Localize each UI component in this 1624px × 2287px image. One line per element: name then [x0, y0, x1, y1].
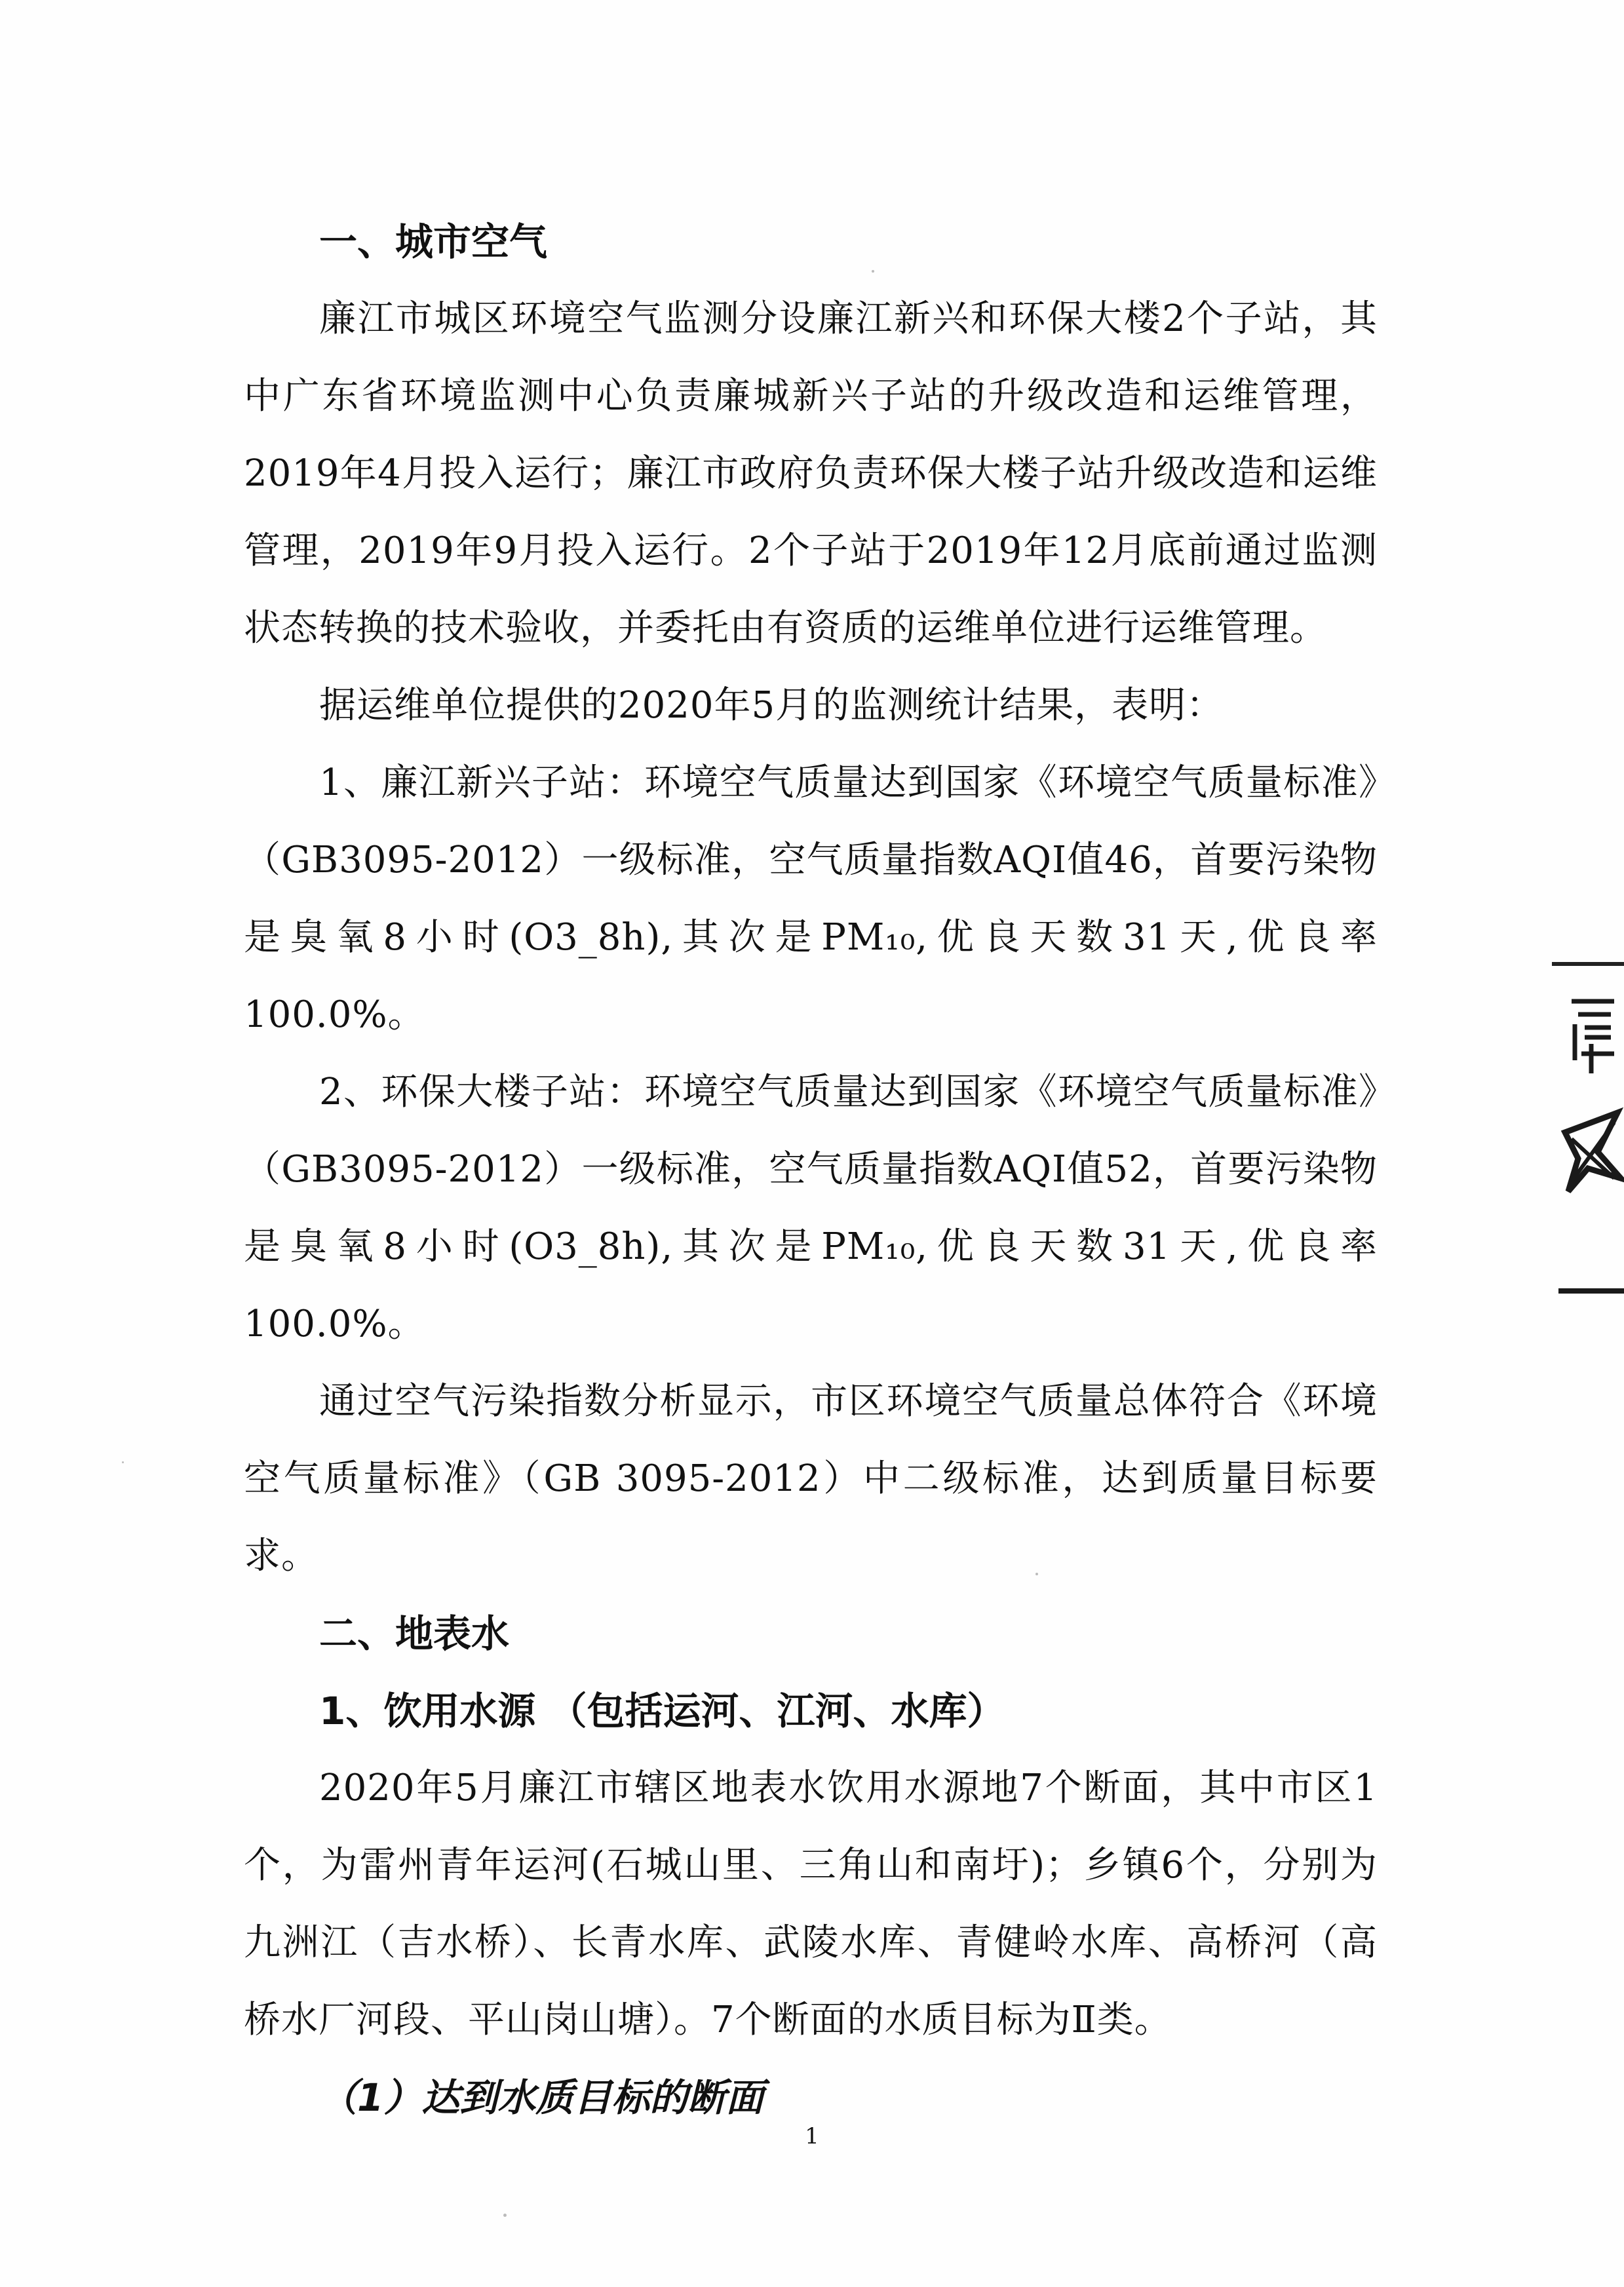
scan-speck: [503, 2214, 507, 2217]
subheading-drinking-water: 1、饮用水源 （包括运河、江河、水库）: [319, 1689, 1005, 1733]
scan-speck: [1035, 1573, 1038, 1575]
page-number: 1: [805, 2123, 819, 2149]
paragraph-results-intro: 据运维单位提供的2020年5月的监测统计结果，表明：: [319, 684, 1224, 727]
document-body: [244, 203, 1378, 2136]
paragraph-xinxing-station: 1、廉江新兴子站：环境空气质量达到国家《环境空气质量标准》（GB3095-2012）一级标准，空气质量指数AQI值46，首要污染物是臭氧8小时(O3_8h),其次是PM₁₀,优良天数31天,优良率100.0%。: [244, 761, 1378, 1036]
paragraph-huanbao-station: 2、环保大楼子站：环境空气质量达到国家《环境空气质量标准》（GB3095-2012）一级标准，空气质量指数AQI值52，首要污染物是臭氧8小时(O3_8h),其次是PM₁₀,优良天数31天,优良率100.0%。: [244, 1071, 1378, 1345]
scan-speck: [872, 270, 874, 273]
paragraph-stations: 廉江市城区环境空气监测分设廉江新兴和环保大楼2个子站，其中广东省环境监测中心负责廉城新兴子站的升级改造和运维管理，2019年4月投入运行；廉江市政府负责环保大楼子站升级改造和运维管理，2019年9月投入运行。2个子站于2019年12月底前通过监测状态转换的技术验收，并委托由有资质的运维单位进行运维管理。: [244, 298, 1378, 649]
paragraph-drinking-water-sources: 2020年5月廉江市辖区地表水饮用水源地7个断面，其中市区1个，为雷州青年运河(石城山里、三角山和南圩)；乡镇6个，分别为九洲江（吉水桥）、长青水库、武陵水库、青健岭水库、高桥河（高桥水厂河段、平山岗山塘）。7个断面的水质目标为Ⅱ类。: [244, 1767, 1378, 2041]
scan-speck: [122, 1461, 124, 1463]
section-heading-surface-water: 二、地表水: [319, 1611, 510, 1656]
section-heading-air: 一、城市空气: [319, 220, 548, 264]
subheading-sections-meeting-target: （1）达到水质目标的断面: [319, 2075, 764, 2120]
seal-stamp-fragment: [1552, 962, 1624, 1303]
paragraph-air-conclusion: 通过空气污染指数分析显示，市区环境空气质量总体符合《环境空气质量标准》（GB 3095-2012）中二级标准，达到质量目标要求。: [244, 1380, 1378, 1577]
seal-mark-icon: [1552, 962, 1624, 1303]
